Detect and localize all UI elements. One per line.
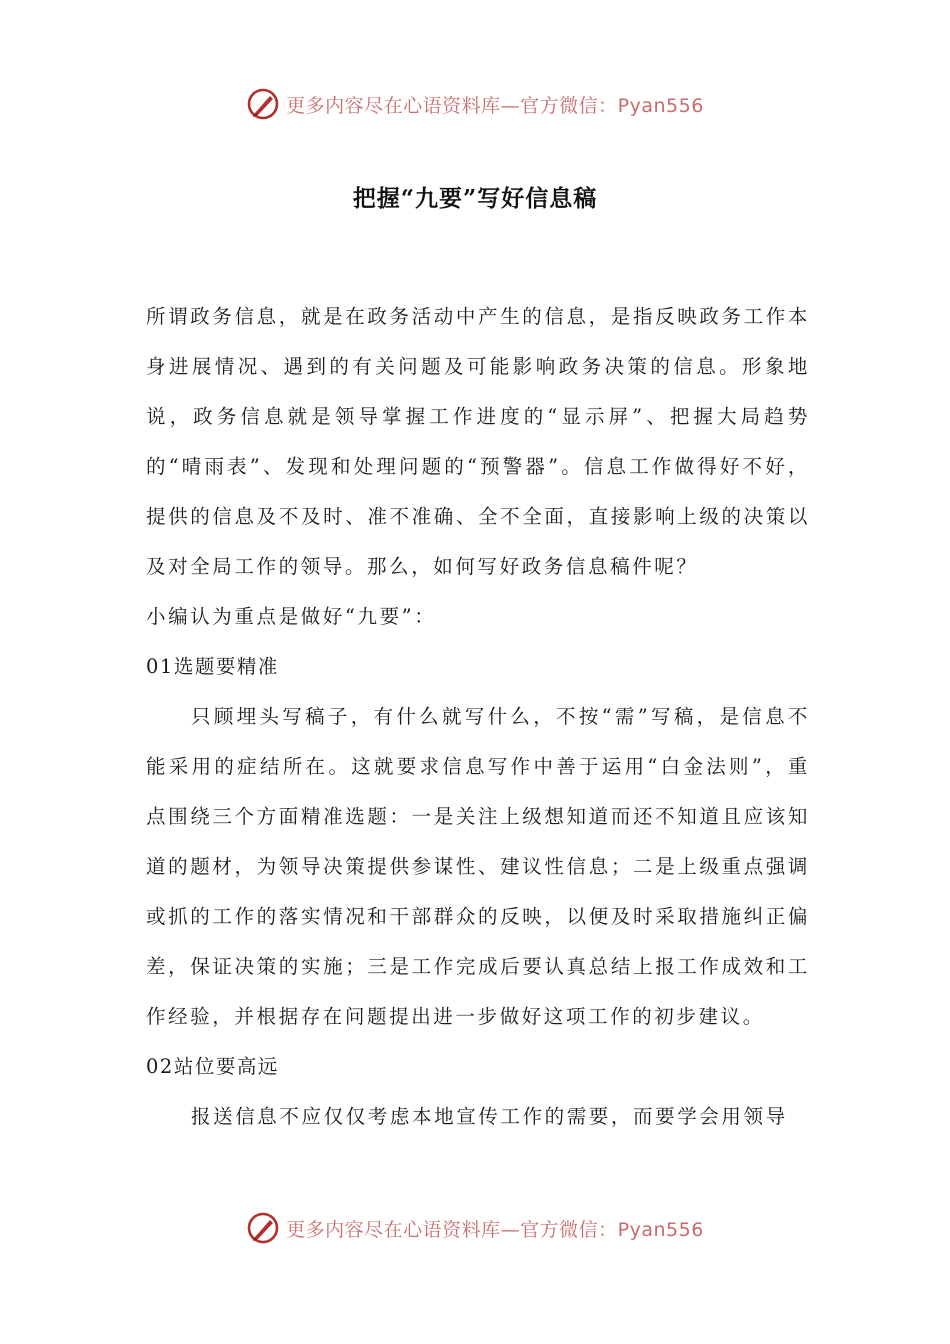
footer-banner: [0, 1208, 950, 1248]
banner-text: 更多内容尽在心语资料库—官方微信：Pyan556: [286, 1218, 704, 1241]
header-banner: [0, 84, 950, 124]
document-title: 把握“九要”写好信息稿: [352, 185, 598, 212]
section-heading-02: 02站位要高远: [146, 1055, 279, 1078]
paragraph-section-02: 报送信息不应仅仅考虑本地宣传工作的需要，而要学会用领导: [191, 1105, 788, 1128]
pen-logo-icon: [246, 87, 280, 121]
wechat-id: Pyan556: [617, 1218, 704, 1241]
paragraph-lead: 小编认为重点是做好“九要”：: [146, 605, 437, 628]
banner-text: 更多内容尽在心语资料库—官方微信：Pyan556: [286, 94, 704, 117]
pen-logo-icon: [246, 1211, 280, 1245]
document-body: [146, 292, 810, 1142]
paragraph-intro: 所谓政务信息，就是在政务活动中产生的信息，是指反映政务工作本身进展情况、遇到的有关问题及可能影响政务决策的信息。形象地说，政务信息就是领导掌握工作进度的“显示屏”、把握大局趋势的“晴雨表”、发现和处理问题的“预警器”。信息工作做得好不好，提供的信息及不及时、准不准确、全不全面，直接影响上级的决策以及对全局工作的领导。那么，如何写好政务信息稿件呢？: [146, 305, 810, 578]
wechat-id: Pyan556: [617, 94, 704, 117]
section-heading-01: 01选题要精准: [146, 655, 279, 678]
paragraph-section-01: 只顾埋头写稿子，有什么就写什么，不按“需”写稿，是信息不能采用的症结所在。这就要求信息写作中善于运用“白金法则”，重点围绕三个方面精准选题：一是关注上级想知道而还不知道且应该知道的题材，为领导决策提供参谋性、建议性信息；二是上级重点强调或抓的工作的落实情况和干部群众的反映，以便及时采取措施纠正偏差，保证决策的实施；三是工作完成后要认真总结上报工作成效和工作经验，并根据存在问题提出进一步做好这项工作的初步建议。: [146, 705, 810, 1028]
